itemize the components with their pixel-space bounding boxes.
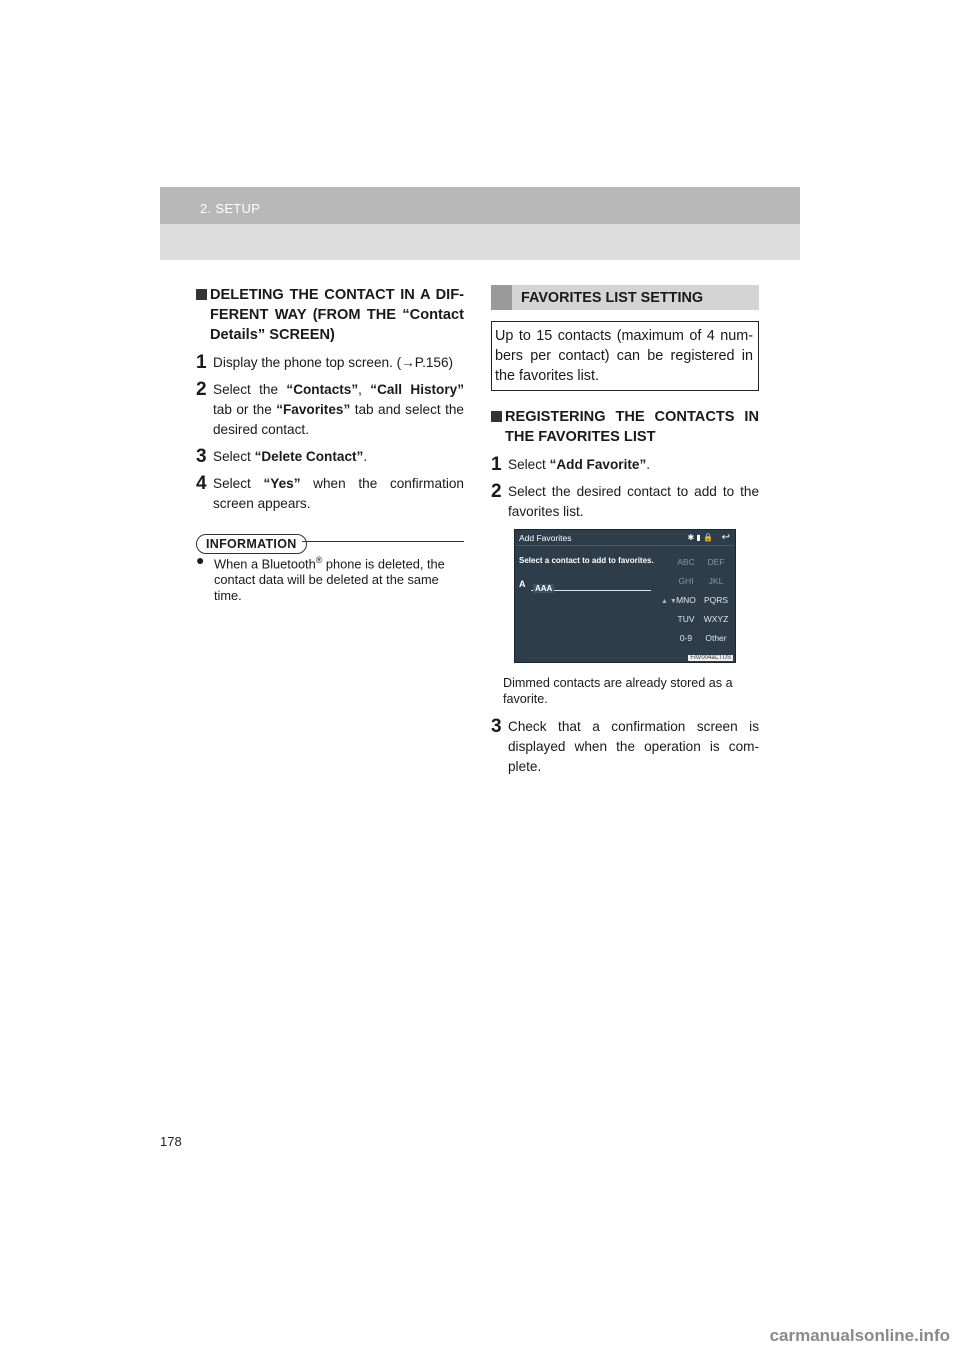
index-key: GHI xyxy=(678,576,694,586)
section-marker xyxy=(491,285,512,310)
index-key: Other xyxy=(705,633,727,643)
scroll-arrows-icon: ▲ ▼ xyxy=(661,598,677,605)
right-column xyxy=(491,285,759,784)
back-icon: ↩ xyxy=(721,532,730,543)
bullet-icon: ● xyxy=(196,552,205,568)
information-box xyxy=(196,534,464,604)
dimmed-contacts-note: Dimmed contacts are already stored as a favorite. xyxy=(491,675,759,707)
watermark: carmanualsonline.info xyxy=(769,1326,950,1345)
right-step-3: 3 Check that a confirmation screen is displayed when the operation is com-plete. xyxy=(491,716,759,774)
left-step-2: 2 Select the “Contacts”, “Call History” tab or the “Favorites” tab and select the desired contact. xyxy=(196,379,465,437)
add-favorites-screenshot xyxy=(514,529,736,663)
index-key-grid xyxy=(671,552,733,647)
page-number: 178 xyxy=(160,1134,182,1149)
right-subheading: REGISTERING THE CONTACTS IN THE FAVORITES LIST xyxy=(491,407,759,447)
index-key: TUV xyxy=(677,614,695,624)
left-column xyxy=(196,285,464,604)
index-key: JKL xyxy=(708,576,724,586)
information-rule xyxy=(302,541,464,542)
arrow-right-icon: → xyxy=(401,355,415,370)
favorites-limit-box: Up to 15 contacts (maximum of 4 num-bers per contact) can be registered in the favorites list. xyxy=(491,321,759,391)
left-step-4: 4 Select “Yes” when the confirmation screen appears. xyxy=(196,473,464,511)
right-step-1: 1 Select “Add Favorite”. xyxy=(491,454,651,475)
index-key: 0-9 xyxy=(679,633,693,643)
index-letter: A xyxy=(519,579,526,589)
section-title-bar xyxy=(491,285,759,310)
information-item: ● When a Bluetooth® phone is deleted, the contact data will be deleted at the same time. xyxy=(196,552,445,604)
square-bullet-icon xyxy=(196,289,207,300)
index-key: DEF xyxy=(707,557,725,567)
header-band xyxy=(160,187,800,260)
section-title: FAVORITES LIST SETTING xyxy=(521,289,704,306)
screen-prompt: Select a contact to add to favorites. xyxy=(519,556,654,565)
check-bullet-icon xyxy=(491,675,503,707)
information-badge: INFORMATION xyxy=(196,534,307,554)
header-top-bar xyxy=(160,187,800,224)
left-step-1: 1 Display the phone top screen. (→P.156) xyxy=(196,352,454,373)
chapter-title: 2. SETUP xyxy=(200,201,261,216)
index-key: MNO xyxy=(676,595,696,605)
left-subheading: DELETING THE CONTACT IN A DIF-FERENT WAY (FROM THE “Contact Details” SCREEN) xyxy=(196,285,464,345)
right-step-2: 2 Select the desired contact to add to the favorites list. xyxy=(491,481,759,519)
title-divider xyxy=(517,545,733,546)
square-bullet-icon xyxy=(491,411,502,422)
index-key: PQRS xyxy=(703,595,729,605)
status-icons: ✱ ▮ 🔒 xyxy=(687,533,713,542)
screen-title: Add Favorites xyxy=(519,533,572,543)
index-key: WXYZ xyxy=(703,614,729,624)
index-key: ABC xyxy=(677,557,695,567)
left-step-3: 3 Select “Delete Contact”. xyxy=(196,446,368,467)
figure-code: FAV004aCTUS xyxy=(690,655,731,661)
contact-entry: AAA xyxy=(531,578,651,591)
